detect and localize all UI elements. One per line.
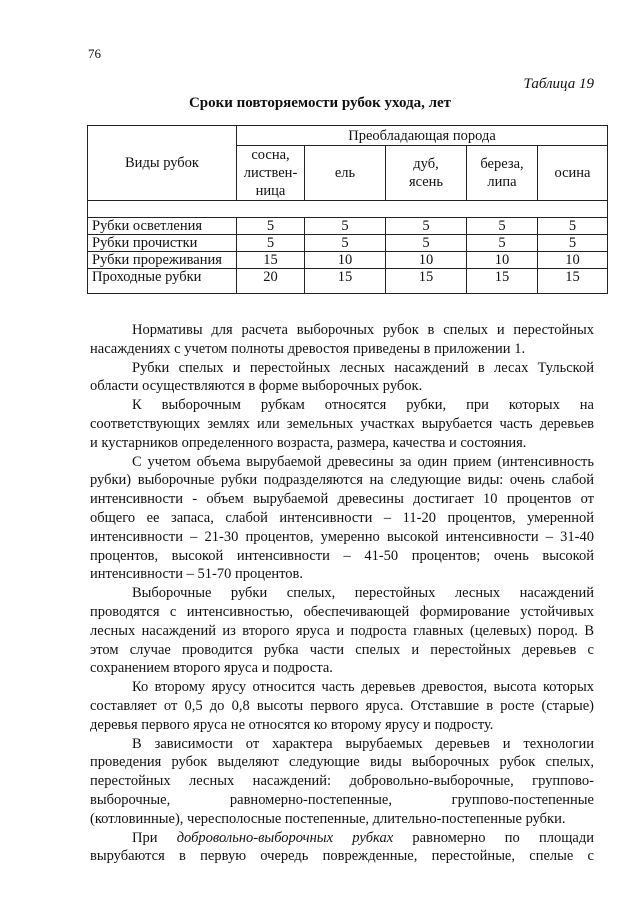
text-line: области осуществляются в форме выборочных рубок.	[90, 378, 423, 395]
group-header-cell: Преобладающая порода	[237, 126, 608, 146]
text-line: выборочные, равномерно-постепенные, группово-постепенные	[90, 791, 594, 808]
text-line: перестойных лесных насаждений: добровольно-выборочные, группово-	[90, 773, 594, 790]
column-header: сосна, листвен- ница	[237, 146, 305, 201]
table-cell: 5	[386, 218, 467, 235]
text-line: интенсивности - объем вырубаемой древесины достигает 10 процентов от	[90, 491, 594, 508]
row-name: Рубки прочистки	[88, 235, 237, 252]
table-row	[88, 218, 608, 235]
text-line: Рубки спелых и перестойных лесных насаждений в лесах Тульской	[132, 359, 594, 376]
table-cell: 15	[305, 269, 386, 294]
table-cell: 15	[538, 269, 608, 294]
column-header: дуб, ясень	[386, 146, 467, 201]
text-line: этом случае проводится рубка части спелых и перестойных деревьев с	[90, 641, 594, 658]
row-header-cell: Виды рубок	[88, 126, 237, 201]
text-line: К выборочным рубкам относятся рубки, при которых на	[132, 397, 594, 414]
table-cell: 5	[237, 235, 305, 252]
table-cell: 20	[237, 269, 305, 294]
text-line: проведения рубок выделяют следующие виды выборочных рубок спелых,	[90, 754, 594, 771]
table-row	[88, 269, 608, 294]
table-cell: 10	[467, 252, 538, 269]
column-header: ель	[305, 146, 386, 201]
text-line: С учетом объема вырубаемой древесины за один прием (интенсивность	[132, 453, 594, 470]
table-cell: 5	[467, 235, 538, 252]
table-row	[88, 235, 608, 252]
table-title: Сроки повторяемости рубок ухода, лет	[188, 95, 452, 111]
table-cell: 15	[386, 269, 467, 294]
row-name: Рубки прореживания	[88, 252, 237, 269]
text-line: соответствующих землях или земельных участках вырубается часть деревьев	[90, 415, 594, 432]
table-row	[88, 252, 608, 269]
text-line: Выборочные рубки спелых, перестойных лесных насаждений	[132, 585, 594, 602]
text-line: Нормативы для расчета выборочных рубок в спелых и перестойных	[132, 322, 594, 338]
text-line: и кустарников определенного возраста, размера, качества и состояния.	[90, 434, 527, 451]
table-cell: 5	[305, 235, 386, 252]
column-header: береза, липа	[467, 146, 538, 201]
table-cell: 5	[386, 235, 467, 252]
table-cell: 5	[538, 218, 608, 235]
text-line: процентов, высокой интенсивности – 41-50 процентов; очень высокой	[90, 547, 594, 564]
text-line: рубки) выборочные рубки подразделяются на следующие виды: очень слабой	[90, 472, 594, 489]
text-line: В зависимости от характера вырубаемых деревьев и технологии	[132, 735, 594, 752]
text-line: вырубаются в первую очередь поврежденные, перестойные, спелые с	[90, 848, 594, 865]
text-line: Ко второму ярусу относится часть деревьев древостоя, высота которых	[132, 679, 594, 696]
text-line: При добровольно-выборочных рубках равномерно по площади	[132, 829, 594, 846]
text-line: общего ее запаса, слабой интенсивности – 11-20 процентов, умеренной	[90, 509, 594, 526]
text-line: составляет от 0,5 до 0,8 высоты первого яруса. Отставшие в росте (старые)	[90, 697, 594, 714]
paragraphs	[90, 321, 594, 829]
row-name: Рубки осветления	[88, 218, 237, 235]
row-name: Проходные рубки	[88, 269, 237, 294]
text-line: проводятся с интенсивностью, обеспечивающей формирование устойчивых	[90, 603, 594, 620]
table-cell: 10	[386, 252, 467, 269]
column-header: осина	[538, 146, 608, 201]
text-line: сохранением второго яруса и подроста.	[90, 660, 333, 677]
table-label: Таблица 19	[523, 76, 594, 92]
page-number: 76	[88, 46, 101, 61]
spacer-row	[88, 201, 608, 218]
table-cell: 10	[538, 252, 608, 269]
body-text	[90, 321, 594, 866]
text-line: интенсивности – 51-70 процентов.	[90, 566, 304, 583]
text-line: (котловинные), чересполосные постепенные, длительно-постепенные рубки.	[90, 810, 566, 827]
table-cell: 15	[467, 269, 538, 294]
text-line: лесных насаждений из второго яруса и подроста главных (целевых) пород. В	[90, 622, 594, 639]
table-cell: 10	[305, 252, 386, 269]
repeat-cycle-table	[87, 125, 608, 294]
text-line: насаждениях с учетом полноты древостоя приведены в приложении 1.	[90, 340, 526, 357]
table-cell: 5	[305, 218, 386, 235]
text-line: деревья первого яруса не относятся ко второму ярусу и подросту.	[90, 716, 494, 733]
table-cell: 5	[467, 218, 538, 235]
table-cell: 5	[237, 218, 305, 235]
text-line: интенсивности – 21-30 процентов, умеренно высокой интенсивности – 31-40	[90, 528, 594, 545]
table-cell: 15	[237, 252, 305, 269]
table-cell: 5	[538, 235, 608, 252]
